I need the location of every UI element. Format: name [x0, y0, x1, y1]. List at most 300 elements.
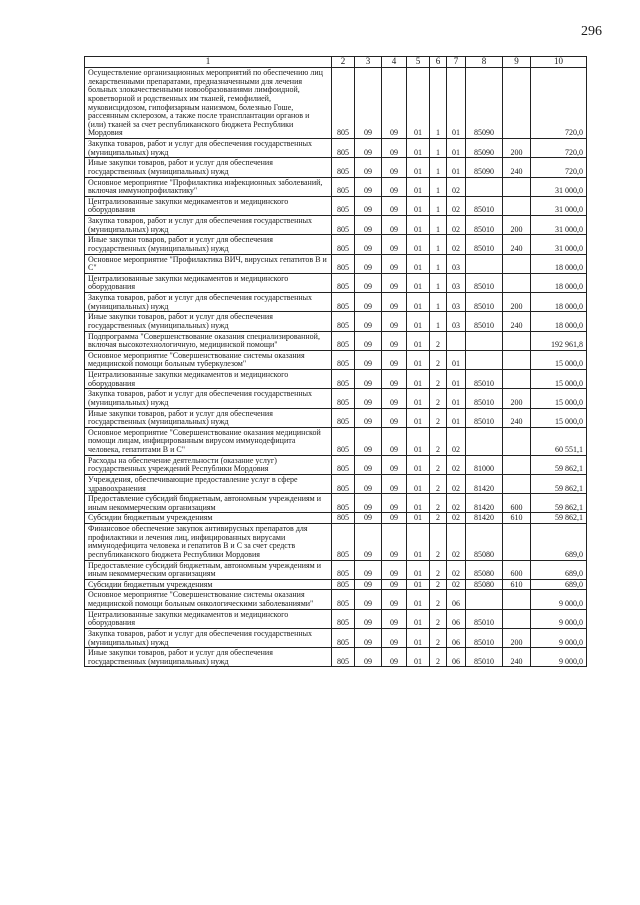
cell-col6: 2 — [430, 513, 447, 524]
cell-col5: 01 — [407, 628, 430, 647]
row-name-cell: Централизованные закупки медикаментов и медицинского оборудования — [85, 273, 332, 292]
cell-col9: 240 — [503, 158, 531, 177]
row-name-cell: Финансовое обеспечение закупок антивирусных препаратов для профилактики и лечения лиц, инфицированных вирусами иммунодефицита человека и гепатитов В и С за счет средств республиканского бюджета Республики Мордовия — [85, 524, 332, 561]
cell-col7: 03 — [447, 293, 466, 312]
cell-col6: 2 — [430, 524, 447, 561]
cell-col8: 85080 — [466, 560, 503, 579]
amount-cell: 9 000,0 — [531, 609, 587, 628]
amount-cell: 689,0 — [531, 560, 587, 579]
cell-col7: 03 — [447, 273, 466, 292]
cell-col6: 2 — [430, 560, 447, 579]
cell-col4: 09 — [382, 628, 407, 647]
cell-col3: 09 — [355, 524, 382, 561]
table-row — [85, 628, 587, 647]
row-name-cell: Основное мероприятие "Совершенствование системы оказания медицинской помощи больным туберкулезом" — [85, 350, 332, 369]
row-name-cell: Субсидии бюджетным учреждениям — [85, 579, 332, 590]
amount-cell: 720,0 — [531, 139, 587, 158]
cell-col9 — [503, 196, 531, 215]
cell-col7: 06 — [447, 628, 466, 647]
cell-col2: 805 — [332, 590, 355, 609]
cell-col3: 09 — [355, 331, 382, 350]
cell-col9 — [503, 350, 531, 369]
cell-col5: 01 — [407, 579, 430, 590]
cell-col9 — [503, 427, 531, 455]
cell-col6: 2 — [430, 494, 447, 513]
row-name-cell: Иные закупки товаров, работ и услуг для обеспечения государственных (муниципальных) нужд — [85, 408, 332, 427]
cell-col8: 85080 — [466, 524, 503, 561]
cell-col3: 09 — [355, 254, 382, 273]
cell-col3: 09 — [355, 648, 382, 667]
cell-col5: 01 — [407, 609, 430, 628]
cell-col9 — [503, 524, 531, 561]
cell-col8: 85010 — [466, 389, 503, 408]
cell-col9 — [503, 455, 531, 474]
cell-col9 — [503, 590, 531, 609]
cell-col2: 805 — [332, 254, 355, 273]
row-name-cell: Предоставление субсидий бюджетным, автономным учреждениям и иным некоммерческим организациям — [85, 560, 332, 579]
cell-col8: 85010 — [466, 293, 503, 312]
cell-col2: 805 — [332, 455, 355, 474]
cell-col9: 610 — [503, 579, 531, 590]
header-cell: 2 — [332, 57, 355, 68]
cell-col4: 09 — [382, 513, 407, 524]
cell-col8: 85010 — [466, 216, 503, 235]
row-name-cell: Иные закупки товаров, работ и услуг для обеспечения государственных (муниципальных) нужд — [85, 648, 332, 667]
table-row — [85, 293, 587, 312]
row-name-cell: Расходы на обеспечение деятельности (оказание услуг) государственных учреждений Республики Мордовия — [85, 455, 332, 474]
cell-col5: 01 — [407, 68, 430, 139]
cell-col6: 1 — [430, 312, 447, 331]
cell-col5: 01 — [407, 494, 430, 513]
cell-col4: 09 — [382, 455, 407, 474]
cell-col2: 805 — [332, 312, 355, 331]
cell-col5: 01 — [407, 648, 430, 667]
table-header-row — [85, 57, 587, 68]
cell-col4: 09 — [382, 648, 407, 667]
cell-col2: 805 — [332, 427, 355, 455]
table-row — [85, 648, 587, 667]
cell-col8: 85090 — [466, 68, 503, 139]
row-name-cell: Основное мероприятие "Совершенствование системы оказания медицинской помощи больным онкологическими заболеваниями" — [85, 590, 332, 609]
cell-col4: 09 — [382, 350, 407, 369]
cell-col6: 2 — [430, 350, 447, 369]
amount-cell: 9 000,0 — [531, 628, 587, 647]
cell-col6: 2 — [430, 427, 447, 455]
cell-col7: 01 — [447, 408, 466, 427]
table-row — [85, 579, 587, 590]
row-name-cell: Основное мероприятие "Профилактика ВИЧ, вирусных гепатитов В и С" — [85, 254, 332, 273]
cell-col3: 09 — [355, 158, 382, 177]
amount-cell: 18 000,0 — [531, 254, 587, 273]
amount-cell: 720,0 — [531, 68, 587, 139]
cell-col3: 09 — [355, 312, 382, 331]
cell-col9 — [503, 177, 531, 196]
cell-col9 — [503, 273, 531, 292]
cell-col9: 200 — [503, 293, 531, 312]
table-row — [85, 389, 587, 408]
cell-col7: 01 — [447, 158, 466, 177]
cell-col7: 02 — [447, 560, 466, 579]
cell-col2: 805 — [332, 235, 355, 254]
cell-col3: 09 — [355, 68, 382, 139]
cell-col2: 805 — [332, 628, 355, 647]
cell-col2: 805 — [332, 389, 355, 408]
cell-col3: 09 — [355, 389, 382, 408]
cell-col2: 805 — [332, 524, 355, 561]
cell-col6: 2 — [430, 370, 447, 389]
cell-col8: 81000 — [466, 455, 503, 474]
cell-col9: 200 — [503, 389, 531, 408]
amount-cell: 31 000,0 — [531, 196, 587, 215]
amount-cell: 9 000,0 — [531, 648, 587, 667]
row-name-cell: Иные закупки товаров, работ и услуг для обеспечения государственных (муниципальных) нужд — [85, 235, 332, 254]
cell-col9: 240 — [503, 235, 531, 254]
cell-col4: 09 — [382, 216, 407, 235]
cell-col7: 03 — [447, 312, 466, 331]
amount-cell: 15 000,0 — [531, 370, 587, 389]
cell-col2: 805 — [332, 350, 355, 369]
row-name-cell: Основное мероприятие "Профилактика инфекционных заболеваний, включая иммунопрофилактику" — [85, 177, 332, 196]
amount-cell: 59 862,1 — [531, 494, 587, 513]
cell-col3: 09 — [355, 408, 382, 427]
cell-col3: 09 — [355, 216, 382, 235]
table-row — [85, 609, 587, 628]
cell-col5: 01 — [407, 177, 430, 196]
cell-col6: 1 — [430, 254, 447, 273]
cell-col6: 1 — [430, 235, 447, 254]
cell-col5: 01 — [407, 139, 430, 158]
cell-col8: 85010 — [466, 235, 503, 254]
cell-col4: 09 — [382, 158, 407, 177]
cell-col6: 1 — [430, 177, 447, 196]
cell-col7: 02 — [447, 579, 466, 590]
cell-col3: 09 — [355, 609, 382, 628]
cell-col9 — [503, 609, 531, 628]
cell-col6: 1 — [430, 216, 447, 235]
cell-col4: 09 — [382, 331, 407, 350]
cell-col9: 240 — [503, 312, 531, 331]
cell-col3: 09 — [355, 455, 382, 474]
row-name-cell: Иные закупки товаров, работ и услуг для обеспечения государственных (муниципальных) нужд — [85, 312, 332, 331]
amount-cell: 59 862,1 — [531, 455, 587, 474]
cell-col5: 01 — [407, 312, 430, 331]
cell-col4: 09 — [382, 196, 407, 215]
amount-cell: 192 961,8 — [531, 331, 587, 350]
cell-col8: 85010 — [466, 628, 503, 647]
amount-cell: 60 551,1 — [531, 427, 587, 455]
cell-col8: 85010 — [466, 609, 503, 628]
cell-col8: 81420 — [466, 494, 503, 513]
header-cell: 4 — [382, 57, 407, 68]
amount-cell: 15 000,0 — [531, 350, 587, 369]
cell-col6: 2 — [430, 579, 447, 590]
cell-col6: 2 — [430, 590, 447, 609]
cell-col3: 09 — [355, 513, 382, 524]
cell-col4: 09 — [382, 177, 407, 196]
cell-col3: 09 — [355, 579, 382, 590]
cell-col2: 805 — [332, 196, 355, 215]
cell-col7: 06 — [447, 648, 466, 667]
cell-col7: 02 — [447, 524, 466, 561]
cell-col4: 09 — [382, 590, 407, 609]
cell-col8: 81420 — [466, 513, 503, 524]
cell-col5: 01 — [407, 216, 430, 235]
cell-col3: 09 — [355, 560, 382, 579]
amount-cell: 689,0 — [531, 579, 587, 590]
cell-col9 — [503, 474, 531, 493]
cell-col9: 610 — [503, 513, 531, 524]
header-cell: 8 — [466, 57, 503, 68]
row-name-cell: Подпрограмма "Совершенствование оказания специализированной, включая высокотехнологичную, медицинской помощи" — [85, 331, 332, 350]
cell-col3: 09 — [355, 494, 382, 513]
table-row — [85, 68, 587, 139]
amount-cell: 689,0 — [531, 524, 587, 561]
cell-col4: 09 — [382, 273, 407, 292]
table-row — [85, 350, 587, 369]
header-cell: 7 — [447, 57, 466, 68]
amount-cell: 15 000,0 — [531, 408, 587, 427]
amount-cell: 59 862,1 — [531, 513, 587, 524]
table-row — [85, 408, 587, 427]
table-row — [85, 474, 587, 493]
cell-col6: 1 — [430, 196, 447, 215]
cell-col4: 09 — [382, 293, 407, 312]
cell-col9 — [503, 68, 531, 139]
cell-col9 — [503, 254, 531, 273]
cell-col7: 01 — [447, 68, 466, 139]
cell-col5: 01 — [407, 331, 430, 350]
cell-col8: 81420 — [466, 474, 503, 493]
cell-col2: 805 — [332, 494, 355, 513]
cell-col8: 85090 — [466, 139, 503, 158]
cell-col8 — [466, 177, 503, 196]
cell-col2: 805 — [332, 609, 355, 628]
row-name-cell: Централизованные закупки медикаментов и медицинского оборудования — [85, 196, 332, 215]
cell-col7: 02 — [447, 474, 466, 493]
amount-cell: 31 000,0 — [531, 216, 587, 235]
cell-col3: 09 — [355, 628, 382, 647]
cell-col6: 1 — [430, 139, 447, 158]
cell-col8 — [466, 350, 503, 369]
cell-col7: 01 — [447, 139, 466, 158]
cell-col5: 01 — [407, 590, 430, 609]
cell-col3: 09 — [355, 427, 382, 455]
table-row — [85, 427, 587, 455]
row-name-cell: Закупка товаров, работ и услуг для обеспечения государственных (муниципальных) нужд — [85, 216, 332, 235]
cell-col4: 09 — [382, 494, 407, 513]
cell-col2: 805 — [332, 474, 355, 493]
cell-col7: 02 — [447, 235, 466, 254]
cell-col2: 805 — [332, 648, 355, 667]
table-row — [85, 331, 587, 350]
cell-col7: 01 — [447, 370, 466, 389]
cell-col5: 01 — [407, 427, 430, 455]
cell-col5: 01 — [407, 474, 430, 493]
cell-col8: 85010 — [466, 408, 503, 427]
table-row — [85, 196, 587, 215]
cell-col8 — [466, 331, 503, 350]
cell-col6: 2 — [430, 331, 447, 350]
cell-col2: 805 — [332, 177, 355, 196]
header-cell: 3 — [355, 57, 382, 68]
amount-cell: 18 000,0 — [531, 293, 587, 312]
cell-col5: 01 — [407, 408, 430, 427]
cell-col5: 01 — [407, 273, 430, 292]
cell-col9: 240 — [503, 408, 531, 427]
cell-col8: 85010 — [466, 370, 503, 389]
cell-col8 — [466, 427, 503, 455]
cell-col4: 09 — [382, 408, 407, 427]
cell-col5: 01 — [407, 254, 430, 273]
cell-col7: 02 — [447, 177, 466, 196]
cell-col8: 85090 — [466, 158, 503, 177]
row-name-cell: Субсидии бюджетным учреждениям — [85, 513, 332, 524]
row-name-cell: Иные закупки товаров, работ и услуг для обеспечения государственных (муниципальных) нужд — [85, 158, 332, 177]
row-name-cell: Учреждения, обеспечивающие предоставление услуг в сфере здравоохранения — [85, 474, 332, 493]
amount-cell: 31 000,0 — [531, 177, 587, 196]
table-row — [85, 455, 587, 474]
cell-col7: 02 — [447, 455, 466, 474]
cell-col4: 09 — [382, 68, 407, 139]
cell-col9: 240 — [503, 648, 531, 667]
cell-col9: 200 — [503, 628, 531, 647]
cell-col5: 01 — [407, 560, 430, 579]
cell-col4: 09 — [382, 560, 407, 579]
cell-col8 — [466, 590, 503, 609]
table-row — [85, 524, 587, 561]
cell-col6: 1 — [430, 273, 447, 292]
cell-col6: 2 — [430, 389, 447, 408]
row-name-cell: Централизованные закупки медикаментов и медицинского оборудования — [85, 609, 332, 628]
row-name-cell: Закупка товаров, работ и услуг для обеспечения государственных (муниципальных) нужд — [85, 139, 332, 158]
table-row — [85, 494, 587, 513]
cell-col6: 2 — [430, 408, 447, 427]
cell-col9: 200 — [503, 139, 531, 158]
cell-col5: 01 — [407, 455, 430, 474]
cell-col4: 09 — [382, 370, 407, 389]
row-name-cell: Предоставление субсидий бюджетным, автономным учреждениям и иным некоммерческим организациям — [85, 494, 332, 513]
cell-col4: 09 — [382, 254, 407, 273]
cell-col5: 01 — [407, 196, 430, 215]
cell-col2: 805 — [332, 216, 355, 235]
cell-col8: 85010 — [466, 196, 503, 215]
cell-col5: 01 — [407, 293, 430, 312]
cell-col6: 2 — [430, 455, 447, 474]
cell-col7: 03 — [447, 254, 466, 273]
cell-col2: 805 — [332, 293, 355, 312]
cell-col2: 805 — [332, 68, 355, 139]
table-row — [85, 590, 587, 609]
amount-cell: 18 000,0 — [531, 273, 587, 292]
cell-col3: 09 — [355, 196, 382, 215]
table-row — [85, 254, 587, 273]
cell-col6: 2 — [430, 648, 447, 667]
cell-col4: 09 — [382, 579, 407, 590]
cell-col6: 2 — [430, 609, 447, 628]
cell-col8: 85010 — [466, 312, 503, 331]
table-row — [85, 216, 587, 235]
cell-col6: 1 — [430, 68, 447, 139]
cell-col7: 02 — [447, 427, 466, 455]
cell-col5: 01 — [407, 524, 430, 561]
row-name-cell: Закупка товаров, работ и услуг для обеспечения государственных (муниципальных) нужд — [85, 293, 332, 312]
cell-col3: 09 — [355, 177, 382, 196]
cell-col8 — [466, 254, 503, 273]
cell-col2: 805 — [332, 513, 355, 524]
cell-col7: 01 — [447, 389, 466, 408]
cell-col7: 01 — [447, 350, 466, 369]
cell-col2: 805 — [332, 560, 355, 579]
table-row — [85, 312, 587, 331]
page-number: 296 — [581, 24, 602, 39]
cell-col4: 09 — [382, 235, 407, 254]
cell-col4: 09 — [382, 312, 407, 331]
amount-cell: 18 000,0 — [531, 312, 587, 331]
cell-col6: 1 — [430, 293, 447, 312]
table-body — [85, 68, 587, 667]
row-name-cell: Основное мероприятие "Совершенствование оказания медицинской помощи лицам, инфицированным вирусом иммунодефицита человека, гепатитами В и С" — [85, 427, 332, 455]
cell-col2: 805 — [332, 139, 355, 158]
row-name-cell: Закупка товаров, работ и услуг для обеспечения государственных (муниципальных) нужд — [85, 389, 332, 408]
row-name-cell: Закупка товаров, работ и услуг для обеспечения государственных (муниципальных) нужд — [85, 628, 332, 647]
row-name-cell: Осуществление организационных мероприятий по обеспечению лиц лекарственными препаратами, предназначенными для лечения больных злокачественными новообразованиями лимфоидной, кроветворной и родственных им тканей, гемофилией, муковисцидозом, гипофизарным нанизмом, болезнью Гоше, рассеянным склерозом, а также после трансплантации органов и (или) тканей за счет республиканского бюджета Республики Мордовия — [85, 68, 332, 139]
cell-col5: 01 — [407, 158, 430, 177]
cell-col7: 02 — [447, 513, 466, 524]
cell-col3: 09 — [355, 474, 382, 493]
cell-col4: 09 — [382, 609, 407, 628]
cell-col7: 02 — [447, 216, 466, 235]
table-row — [85, 273, 587, 292]
cell-col9: 600 — [503, 560, 531, 579]
cell-col2: 805 — [332, 370, 355, 389]
cell-col8: 85010 — [466, 273, 503, 292]
amount-cell: 31 000,0 — [531, 235, 587, 254]
cell-col9: 200 — [503, 216, 531, 235]
cell-col7: 06 — [447, 609, 466, 628]
cell-col7: 02 — [447, 196, 466, 215]
cell-col5: 01 — [407, 389, 430, 408]
cell-col5: 01 — [407, 513, 430, 524]
cell-col3: 09 — [355, 350, 382, 369]
table-row — [85, 177, 587, 196]
cell-col3: 09 — [355, 235, 382, 254]
table-row — [85, 235, 587, 254]
cell-col6: 2 — [430, 628, 447, 647]
table-row — [85, 370, 587, 389]
cell-col4: 09 — [382, 474, 407, 493]
cell-col4: 09 — [382, 389, 407, 408]
cell-col3: 09 — [355, 590, 382, 609]
amount-cell: 59 862,1 — [531, 474, 587, 493]
cell-col3: 09 — [355, 139, 382, 158]
cell-col5: 01 — [407, 370, 430, 389]
cell-col7: 06 — [447, 590, 466, 609]
table-row — [85, 139, 587, 158]
cell-col7: 02 — [447, 494, 466, 513]
cell-col6: 2 — [430, 474, 447, 493]
cell-col2: 805 — [332, 408, 355, 427]
cell-col2: 805 — [332, 331, 355, 350]
header-cell: 1 — [85, 57, 332, 68]
cell-col2: 805 — [332, 158, 355, 177]
cell-col5: 01 — [407, 350, 430, 369]
cell-col3: 09 — [355, 293, 382, 312]
cell-col2: 805 — [332, 579, 355, 590]
cell-col5: 01 — [407, 235, 430, 254]
cell-col4: 09 — [382, 524, 407, 561]
table-row — [85, 560, 587, 579]
header-cell: 6 — [430, 57, 447, 68]
